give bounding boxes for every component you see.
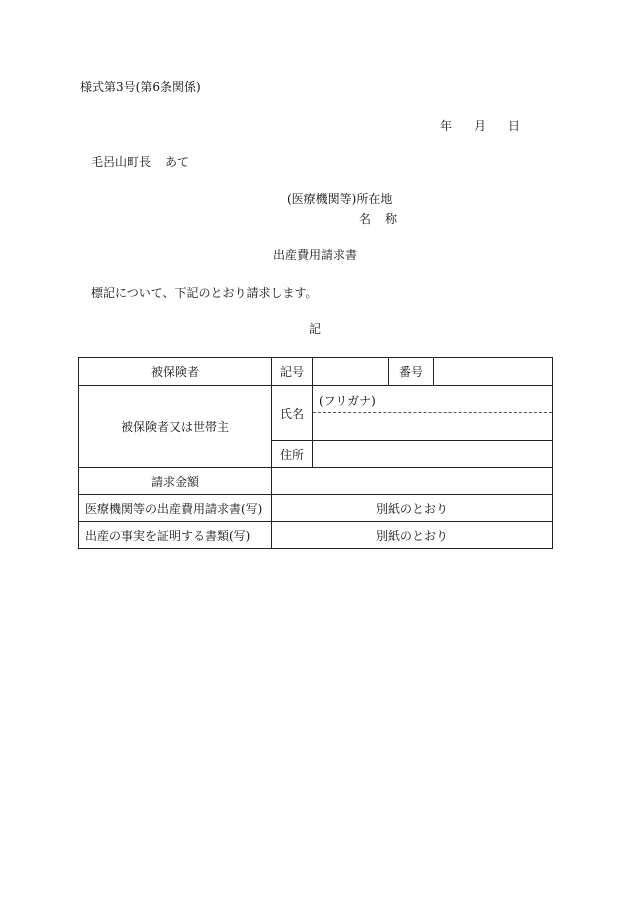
insured-label: 被保険者 — [79, 358, 272, 386]
addressee-name: 毛呂山町長 — [91, 155, 152, 169]
year-label: 年 — [440, 119, 453, 133]
ki-heading: 記 — [308, 322, 321, 336]
attach1-label: 医療機関等の出産費用請求書(写) — [79, 495, 272, 522]
month-label: 月 — [474, 119, 487, 133]
claim-table — [78, 357, 553, 549]
table-row — [79, 386, 553, 441]
date-line — [440, 119, 520, 133]
shimei-label: 氏名 — [272, 386, 313, 441]
table-row — [79, 522, 553, 549]
day-label: 日 — [508, 119, 521, 133]
document-title: 出産費用請求書 — [272, 248, 357, 262]
insured-or-head-label: 被保険者又は世帯主 — [79, 386, 272, 468]
kigou-label: 記号 — [272, 358, 313, 386]
jusho-label: 住所 — [272, 441, 313, 468]
furigana-label: (フリガナ) — [319, 394, 376, 408]
addressee-suffix: あて — [165, 155, 190, 169]
bangou-label: 番号 — [389, 358, 434, 386]
attach1-value: 別紙のとおり — [272, 495, 553, 522]
attach2-label: 出産の事実を証明する書類(写) — [79, 522, 272, 549]
table-row — [79, 358, 553, 386]
table-row — [79, 495, 553, 522]
intro-text: 標記について、下記のとおり請求します。 — [91, 286, 318, 300]
shimei-field[interactable] — [313, 386, 553, 441]
institution-name-char-2: 称 — [385, 212, 398, 226]
table-row — [79, 468, 553, 495]
claim-amount-label: 請求金額 — [79, 468, 272, 495]
claim-amount-field[interactable] — [272, 468, 553, 495]
institution-name-label — [359, 212, 397, 226]
institution-location-label: (医療機関等)所在地 — [287, 192, 393, 206]
attach2-value: 別紙のとおり — [272, 522, 553, 549]
kigou-field[interactable] — [313, 358, 389, 386]
addressee — [91, 155, 189, 169]
form-number-label: 様式第3号(第6条関係) — [80, 80, 201, 94]
institution-name-char-1: 名 — [359, 212, 372, 226]
bangou-field[interactable] — [434, 358, 553, 386]
jusho-field[interactable] — [313, 441, 553, 468]
